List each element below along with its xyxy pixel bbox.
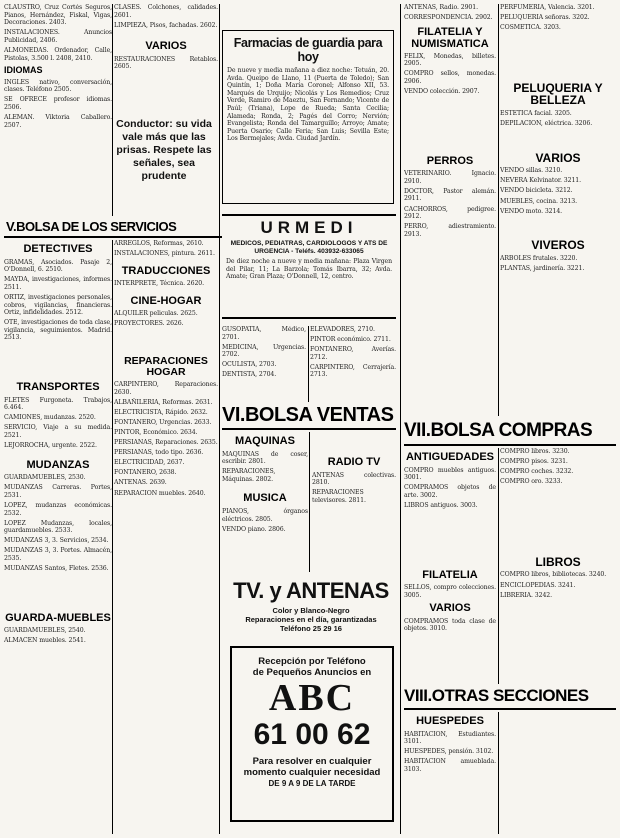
- classified-ad: VENDO bicicleta. 3212.: [500, 187, 573, 195]
- classified-ad: ELECTRICIDAD, 2637.: [114, 459, 185, 467]
- classified-ad: ARBOLES frutales. 3220.: [500, 254, 578, 262]
- section-heading-guardamuebles: GUARDA-MUEBLES: [5, 611, 111, 624]
- section-heading-libros: LIBROS: [535, 554, 581, 569]
- section-heading-viveros: VIVEROS: [531, 238, 585, 253]
- classified-ad: LIMPIEZA, Pisos, fachadas. 2602.: [114, 21, 218, 29]
- section-heading-reparaciones: REPARACIONES HOGAR: [124, 355, 208, 379]
- classified-ad: CLASES. Colchones, calidades. 2601.: [114, 4, 218, 19]
- ventas-left: [222, 432, 308, 572]
- classified-ad: ORTIZ, investigaciones personales, cobros, vigilancias, financieras. Ortiz, infidelidades. 2512.: [4, 293, 112, 317]
- band-otras: VIII.OTRAS SECCIONES: [404, 686, 589, 705]
- classified-ad: VENDO colección. 2907.: [404, 88, 480, 96]
- classified-ad: COMPRO libros, bibliotecas. 3240.: [500, 571, 607, 579]
- classified-ad: ESTETICA facial. 3205.: [500, 109, 572, 117]
- abc-small-ads: de Pequeños Anuncios en: [252, 667, 372, 678]
- band-rule: [404, 444, 616, 446]
- section-heading-maquinas: MAQUINAS: [235, 435, 295, 447]
- classified-ad: PERFUMERIA, Valencia. 3201.: [500, 4, 595, 11]
- classified-ad: ARREGLOS, Reformas, 2610.: [114, 240, 204, 247]
- section-heading-musica: MUSICA: [243, 492, 287, 505]
- center-left-ads: [222, 326, 306, 408]
- column-2-reparaciones: [114, 352, 218, 836]
- classified-ad: NEVERA Kelvinator. 3211.: [500, 177, 581, 185]
- classified-ad: MUDANZAS 3, 3. Servicios, 2534.: [4, 537, 109, 545]
- column-6-lower: [500, 448, 616, 834]
- classified-ad: COMPRO pisos. 3231.: [500, 458, 568, 466]
- classified-ad: SELLOS, compro colecciones. 3005.: [404, 584, 496, 599]
- urmedi-subtitle: MEDICOS, PEDIATRAS, CARDIOLOGOS Y ATS DE URGENCIA - Teléfs. 403932-633065: [230, 240, 388, 255]
- column-divider: [308, 326, 309, 402]
- tv-antenas-repair: Reparaciones en el día, garantizadas: [245, 615, 377, 624]
- ventas-right: [312, 432, 396, 572]
- section-heading-cine-hogar: CINE-HOGAR: [130, 294, 202, 307]
- abc-reception: Recepción por Teléfono: [258, 656, 366, 667]
- classified-ad: COMPRO sellos, monedas. 2906.: [404, 70, 496, 85]
- column-5-lower: [404, 448, 496, 668]
- abc-phone-box: [230, 646, 394, 822]
- urmedi-text: De diez noche a nueve y media mañana: Plaza Virgen del Pilar, 11; La Barzola; Tomás Ibarra, 32; Avda. Amate; Gran Plaza; O'Donnell, 12, centro.: [226, 258, 392, 281]
- section-heading-antiguedades: ANTIGUEDADES: [405, 451, 494, 463]
- column-divider: [219, 4, 220, 834]
- safety-message-box: [114, 116, 214, 208]
- classified-ad: CAMIONES, mudanzas. 2520.: [4, 414, 96, 422]
- classified-ad: PLANTAS, jardinería. 3221.: [500, 264, 585, 272]
- classified-ad: ALBAÑILERIA, Reformas. 2631.: [114, 398, 213, 406]
- center-right-ads: [310, 326, 396, 408]
- classified-ad: VENDO sillas. 3210.: [500, 167, 563, 175]
- classified-ad: PERRO, adiestramiento. 2913.: [404, 223, 496, 238]
- column-1: [4, 4, 112, 216]
- band-servicios: V.BOLSA DE LOS SERVICIOS: [6, 219, 177, 234]
- column-divider: [112, 4, 113, 216]
- classified-ad: PROYECTORES. 2626.: [114, 320, 184, 328]
- classified-ad: REPARACION muebles. 2640.: [114, 489, 206, 497]
- classified-ad: VETERINARIO. Ignacio. 2910.: [404, 170, 496, 185]
- classified-ad: ALMACEN muebles. 2541.: [4, 637, 86, 645]
- classified-ad: PELUQUERIA señoras. 3202.: [500, 14, 590, 22]
- column-6: [500, 4, 616, 416]
- abc-resolve: Para resolver en cualquier momento cualquier necesidad: [243, 756, 381, 778]
- section-heading-peluqueria: PELUQUERIA Y BELLEZA: [513, 80, 603, 108]
- classified-ad: OCULISTA, 2703.: [222, 361, 277, 369]
- classified-ad: PERSIANAS, todo tipo. 2636.: [114, 449, 204, 457]
- classified-ad: PIANOS, órganos eléctricos. 2805.: [222, 507, 308, 523]
- section-heading-perros: PERROS: [426, 154, 474, 167]
- classified-ad: MUDANZAS 3, 3. Portes. Almacén, 2535.: [4, 547, 112, 562]
- classified-ad: HABITACION, Estudiantes. 3101.: [404, 730, 496, 746]
- classified-ad: MEDICINA, Urgencias. 2702.: [222, 343, 306, 359]
- section-heading-traducciones: TRADUCCIONES: [121, 264, 211, 277]
- column-divider: [498, 712, 499, 834]
- urmedi-rule-top: [222, 214, 396, 216]
- column-divider: [400, 4, 401, 834]
- band-rule: [222, 428, 396, 430]
- classified-ad: PINTOR económico. 2711.: [310, 336, 391, 344]
- classified-ad: LIBRERIA. 3242.: [500, 591, 552, 599]
- classified-ad: REPARACIONES televisores. 2811.: [312, 489, 366, 505]
- classified-ad: GUARDAMUEBLES, 2540.: [4, 627, 86, 635]
- classified-ad: CLAUSTRO, Cruz Cortés Seguros, Pianos, Hernández, Fiskal, Vigas, Decoraciones. 2403.: [4, 4, 112, 27]
- column-5-huespedes: [404, 712, 496, 834]
- classified-ad: PINTOR, Económico. 2634.: [114, 429, 198, 436]
- classified-ad: VENDO piano. 2806.: [222, 525, 286, 533]
- classified-ad: OTE, investigaciones de toda clase, vigilancia, seguimientos. Madrid. 2513.: [4, 319, 112, 342]
- classified-ad: FONTANERO, Urgencias. 2633.: [114, 418, 212, 426]
- classified-ad: ALMONEDAS. Ordenador, Calle, Pistolas, 3.500 l. 2408, 2410.: [4, 46, 112, 62]
- abc-phone-number: 61 00 62: [253, 718, 371, 751]
- classified-ad: INSTALACIONES, pintura. 2611.: [114, 250, 215, 258]
- classified-ad: DOCTOR, Pastor alemán. 2911.: [404, 187, 496, 203]
- farmacias-box: [222, 30, 394, 204]
- farmacias-list: De nueve y media mañana a diez noche: Tetuán, 20. Avda. Queipo de Llano, 11 (Puerta de Toledo); San Quintín, 1; Doña María Coronel; Alfonso XII, 53. Marqués de Urquijo; Nicolás y Los Remedios; Cruz Verde, Ramiro de Maeztu, San Fernando; Vicente de Paúl; (Triana), Lope de Rueda; Santa Cecilia; Alameda; Ronda, 2; Pagés del Corro; Nervión; Evangelista; Ronda del Tamarguillo; Arroyo; Amate; Puerta Osario; Calle Feria; San Luis; Sevilla Este; Los Bermejales; Avda. Ciudad Jardín.: [227, 67, 389, 143]
- classified-ad: GRAMAS, Asociados. Pasaje 2, O'Donnell, 6. 2510.: [4, 258, 112, 274]
- classified-ad: FONTANERO, 2638.: [114, 469, 177, 477]
- column-divider: [498, 4, 499, 416]
- farmacias-title: Farmacias de guardia para hoy: [233, 36, 383, 64]
- classified-ad: FLETES Furgoneta. Trabajos, 6.464.: [4, 396, 112, 412]
- band-rule: [4, 236, 222, 238]
- column-divider: [309, 432, 310, 572]
- classified-ad: VENDO moto. 3214.: [500, 207, 563, 215]
- classified-ad: CARPINTERO, Cerrajería. 2713.: [310, 363, 396, 379]
- classified-ad: LEJORROCHA, urgente. 2522.: [4, 442, 97, 449]
- section-heading-radio-tv: RADIO TV: [327, 456, 381, 469]
- classified-ad: COMPRO coches. 3232.: [500, 468, 574, 476]
- section-heading-varios: VARIOS: [535, 150, 581, 165]
- classified-ad: COMPRO libros. 3230.: [500, 448, 570, 455]
- classified-ad: CACHORROS, pedigree. 2912.: [404, 205, 496, 221]
- urmedi-title: URMEDI: [260, 218, 358, 237]
- column-1-lower: [4, 240, 112, 836]
- section-heading-filatelia: FILATELIA: [422, 568, 478, 581]
- classified-ad: ELEVADORES, 2710.: [310, 326, 375, 333]
- column-divider: [112, 240, 113, 834]
- classified-ad: MAQUINAS de coser, escribir. 2801.: [222, 450, 308, 466]
- classified-ad: LOPEZ, mudanzas económicas. 2532.: [4, 501, 112, 517]
- classified-ad: REPARACIONES, Máquinas. 2802.: [222, 468, 276, 483]
- classified-ad: COMPRO oro. 3233.: [500, 478, 563, 486]
- section-heading-idiomas: IDIOMAS: [4, 65, 43, 76]
- classified-ad: MUEBLES, cocina. 3213.: [500, 197, 577, 205]
- classified-ad: INGLES nativo, conversación, clases. Teléfono 2505.: [4, 78, 112, 94]
- classified-ad: COMPRO muebles antiguos. 3001.: [404, 466, 496, 482]
- tv-antenas-title: TV. y ANTENAS: [233, 578, 389, 603]
- abc-hours: DE 9 A 9 DE LA TARDE: [268, 779, 356, 788]
- classified-ad: FELIX, Monedas, billetes. 2905.: [404, 52, 496, 68]
- section-heading-detectives: DETECTIVES: [23, 243, 93, 255]
- classified-ad: COMPRAMOS objetos de arte. 3002.: [404, 484, 496, 499]
- band-ventas: VI.BOLSA VENTAS: [222, 404, 394, 426]
- tv-antenas-color: Color y Blanco-Negro: [272, 606, 350, 615]
- classified-ad: GUARDAMUEBLES, 2530.: [4, 474, 86, 482]
- classified-ad: MUDANZAS Carreras. Portes, 2531.: [4, 484, 112, 499]
- tv-antenas-phone: Teléfono 25 29 16: [280, 624, 342, 633]
- classified-ad: ALQUILER peliculas. 2625.: [114, 310, 198, 318]
- urmedi-rule-bottom: [222, 317, 396, 319]
- classified-ad: DEPILACION, eléctrica. 3206.: [500, 120, 593, 128]
- classified-ad: MUDANZAS Santos, Fletes. 2536.: [4, 565, 109, 573]
- classified-ad: ALEMAN. Viktoria Caballero. 2507.: [4, 113, 112, 129]
- classified-ad: COMPRAMOS toda clase de objetos. 3010.: [404, 617, 496, 633]
- classified-ad: INSTALACIONES. Anuncios Publicidad, 2406.: [4, 29, 112, 44]
- column-5: [404, 4, 496, 416]
- classified-ad: ANTENAS, Radio. 2901.: [404, 4, 478, 11]
- safety-message: Conductor: su vida vale más que las prisas. Respete las señales, sea prudente: [116, 118, 212, 182]
- section-heading-filatelia: FILATELIA Y NUMISMATICA: [411, 25, 489, 50]
- classified-ad: SERVICIO, Viaje a su medida. 2521.: [4, 424, 112, 439]
- section-heading-huespedes: HUESPEDES: [416, 715, 484, 727]
- classified-ad: CORRESPONDENCIA. 2902.: [404, 14, 493, 22]
- tv-antenas-block: [222, 578, 400, 638]
- classified-ad: ENCICLOPEDIAS. 3241.: [500, 581, 576, 589]
- classified-ad: LIBROS antiguos. 3003.: [404, 501, 478, 509]
- column-divider: [498, 448, 499, 684]
- classified-ad: SE OFRECE profesor idiomas. 2506.: [4, 96, 112, 111]
- classified-ad: MAYDA, investigaciones, informes. 2511.: [4, 276, 112, 291]
- classified-ad: LOPEZ Mudanzas, locales, guardamuebles. 2533.: [4, 519, 112, 535]
- classified-ad: INTERPRETE, Técnica. 2620.: [114, 280, 205, 288]
- classified-ad: RESTAURACIONES Retablos. 2605.: [114, 55, 218, 71]
- urmedi-block: [222, 214, 396, 322]
- section-heading-varios: VARIOS: [429, 602, 471, 615]
- classified-ad: HUESPEDES, pensión. 3102.: [404, 748, 494, 756]
- section-heading-varios: VARIOS: [145, 40, 187, 53]
- classified-ad: GUSOPATÍA, Médico, 2701.: [222, 326, 306, 341]
- classified-ad: CARPINTERO, Reparaciones. 2630.: [114, 381, 218, 396]
- classified-ad: FONTANERO, Averías. 2712.: [310, 346, 396, 361]
- classified-ad: HABITACION amueblada. 3103.: [404, 758, 496, 773]
- section-heading-mudanzas: MUDANZAS: [26, 458, 90, 471]
- classified-ad: COSMETICA. 3203.: [500, 24, 561, 32]
- band-compras: VII.BOLSA COMPRAS: [404, 420, 593, 441]
- classified-ad: ELECTRICISTA, Rápido. 2632.: [114, 408, 208, 416]
- classified-ad: ANTENAS. 2639.: [114, 479, 167, 487]
- classified-ad: DENTISTA, 2704.: [222, 371, 277, 379]
- section-heading-transportes: TRANSPORTES: [16, 380, 100, 393]
- classified-ad: ANTENAS colectivas. 2810.: [312, 471, 396, 487]
- abc-logo: ABC: [268, 677, 356, 719]
- classified-ad: PERSIANAS, Reparaciones. 2635.: [114, 439, 218, 447]
